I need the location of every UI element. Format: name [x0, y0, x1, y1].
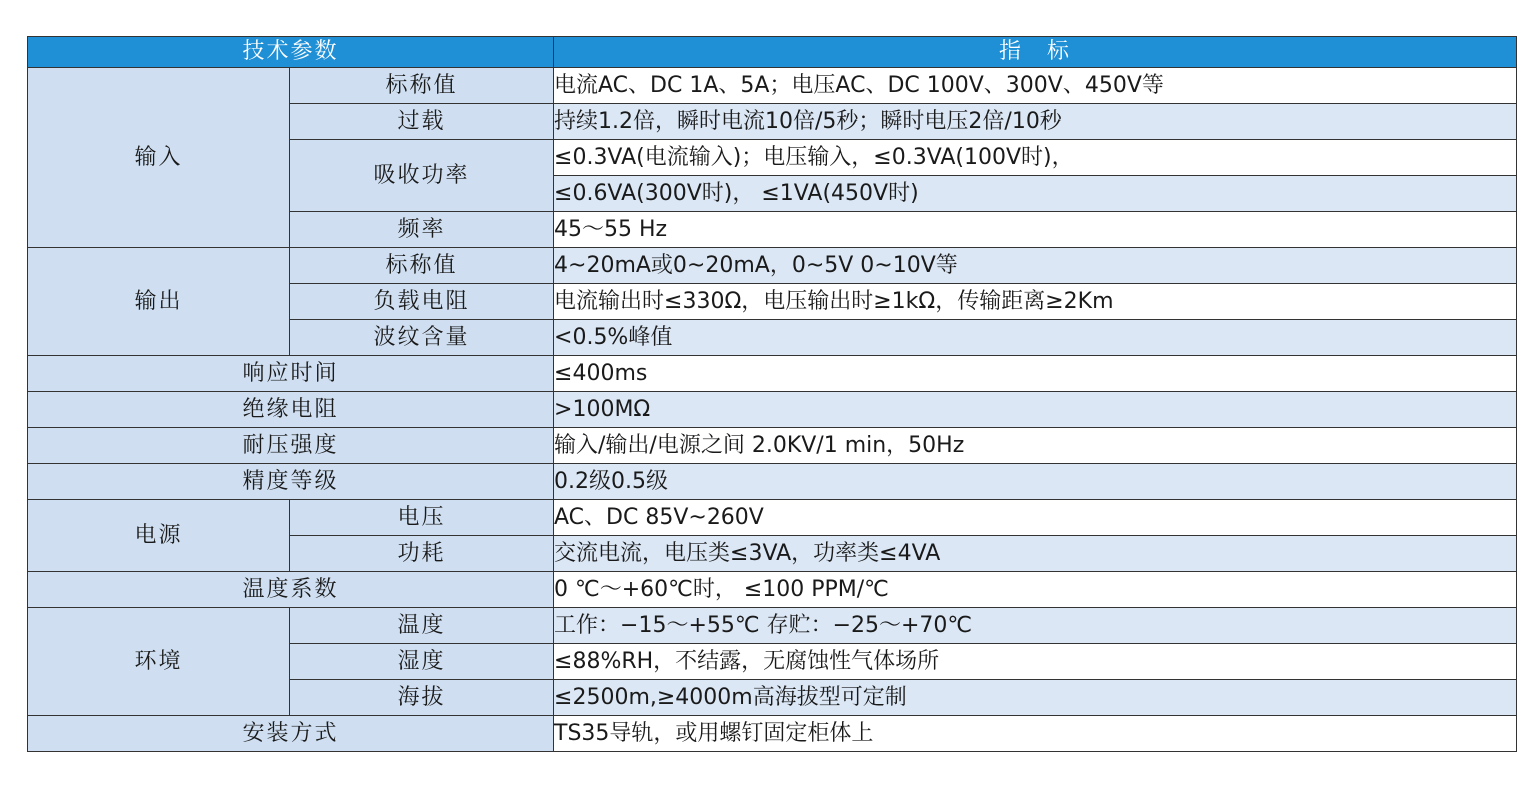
table-row — [28, 248, 1517, 284]
row-value: 工作：−15～+55℃ 存贮：−25～+70℃ — [554, 608, 1517, 644]
row-label: 过载 — [290, 104, 554, 140]
row-label: 温度 — [290, 608, 554, 644]
row-label: 功耗 — [290, 536, 554, 572]
row-label: 吸收功率 — [290, 140, 554, 212]
table-row — [28, 572, 1517, 608]
row-value: ≤2500m,≥4000m高海拔型可定制 — [554, 680, 1517, 716]
table-row — [28, 68, 1517, 104]
header-param: 技术参数 — [28, 37, 554, 68]
row-value: AC、DC 85V~260V — [554, 500, 1517, 536]
row-value: ≤400ms — [554, 356, 1517, 392]
row-value: ≤0.6VA(300V时)， ≤1VA(450V时) — [554, 176, 1517, 212]
row-value: 0 ℃～+60℃时， ≤100 PPM/℃ — [554, 572, 1517, 608]
row-value: 45～55 Hz — [554, 212, 1517, 248]
table-row — [28, 464, 1517, 500]
table-row — [28, 716, 1517, 752]
table-row — [28, 500, 1517, 536]
row-label: 标称值 — [290, 248, 554, 284]
header-index: 指 标 — [554, 37, 1517, 68]
row-value: 电流输出时≤330Ω，电压输出时≥1kΩ，传输距离≥2Km — [554, 284, 1517, 320]
row-value: 交流电流，电压类≤3VA，功率类≤4VA — [554, 536, 1517, 572]
row-value: ≤88%RH，不结露，无腐蚀性气体场所 — [554, 644, 1517, 680]
row-label: 耐压强度 — [28, 428, 554, 464]
row-value: 持续1.2倍，瞬时电流10倍/5秒；瞬时电压2倍/10秒 — [554, 104, 1517, 140]
group-power: 电源 — [28, 500, 290, 572]
row-label: 频率 — [290, 212, 554, 248]
table-row — [28, 608, 1517, 644]
group-output: 输出 — [28, 248, 290, 356]
row-value: 输入/输出/电源之间 2.0KV/1 min，50Hz — [554, 428, 1517, 464]
row-value: <0.5%峰值 — [554, 320, 1517, 356]
row-value: ≤0.3VA(电流输入)；电压输入，≤0.3VA(100V时)， — [554, 140, 1517, 176]
row-label: 电压 — [290, 500, 554, 536]
row-label: 标称值 — [290, 68, 554, 104]
row-value: 0.2级0.5级 — [554, 464, 1517, 500]
header-row — [28, 37, 1517, 68]
table-row — [28, 428, 1517, 464]
table-row — [28, 356, 1517, 392]
group-input: 输入 — [28, 68, 290, 248]
row-value: 4~20mA或0~20mA，0~5V 0~10V等 — [554, 248, 1517, 284]
row-label: 海拔 — [290, 680, 554, 716]
table-row — [28, 392, 1517, 428]
row-label: 温度系数 — [28, 572, 554, 608]
spec-table — [27, 36, 1517, 752]
row-label: 绝缘电阻 — [28, 392, 554, 428]
row-label: 响应时间 — [28, 356, 554, 392]
row-label: 湿度 — [290, 644, 554, 680]
row-label: 精度等级 — [28, 464, 554, 500]
row-value: TS35导轨，或用螺钉固定柜体上 — [554, 716, 1517, 752]
group-environment: 环境 — [28, 608, 290, 716]
row-value: 电流AC、DC 1A、5A；电压AC、DC 100V、300V、450V等 — [554, 68, 1517, 104]
row-value: >100MΩ — [554, 392, 1517, 428]
row-label: 波纹含量 — [290, 320, 554, 356]
row-label: 负载电阻 — [290, 284, 554, 320]
row-label: 安装方式 — [28, 716, 554, 752]
